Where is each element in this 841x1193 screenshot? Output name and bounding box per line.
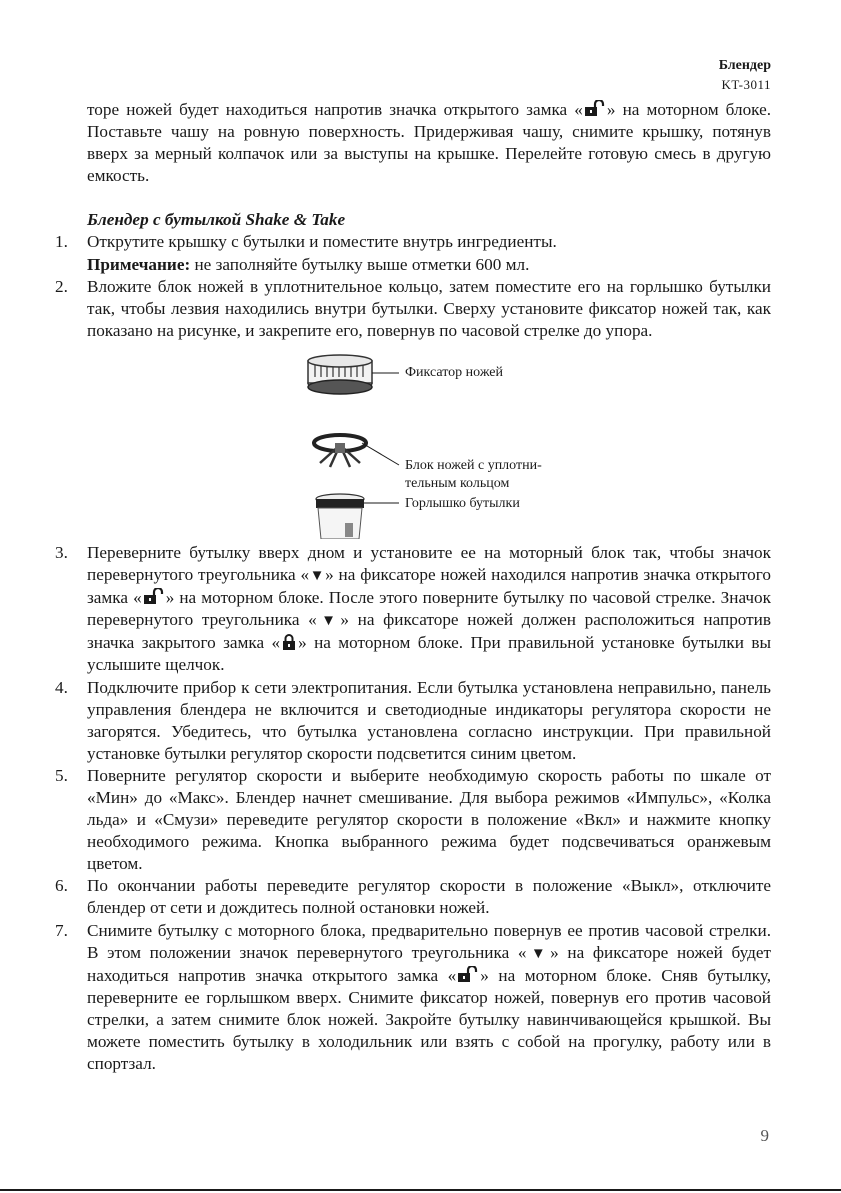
list-item <box>55 542 772 677</box>
note-label: Примечание: <box>87 254 191 274</box>
list-item <box>55 765 771 875</box>
list-item <box>55 276 771 342</box>
intro-text-part-1: торе ножей будет находиться напротив значка открытого замка « <box>87 100 583 119</box>
page-header <box>719 56 771 94</box>
note-text: не заполняйте бутылку выше отметки 600 мл. <box>190 254 530 274</box>
item-text-part: » на фиксаторе ножей будет находиться напротив значка открытого замка « <box>87 942 771 985</box>
item-number: 7. <box>55 920 68 940</box>
triangle-down-icon: ▼ <box>526 945 551 962</box>
item-number: 2. <box>55 276 68 296</box>
page-number: 9 <box>760 1126 769 1145</box>
section-heading: Блендер с бутылкой Shake & Take <box>87 210 346 230</box>
item-number: 4. <box>55 677 68 697</box>
open-lock-icon <box>143 588 165 605</box>
page-content <box>55 99 772 1075</box>
item-note <box>87 254 771 276</box>
closed-lock-icon <box>282 634 296 650</box>
instruction-list-continued <box>55 542 772 1075</box>
triangle-down-icon: ▼ <box>316 613 341 630</box>
blade-unit-drawing <box>314 435 366 467</box>
item-text <box>87 920 771 1076</box>
bottom-rule <box>0 1189 841 1191</box>
list-item <box>55 920 772 1076</box>
item-text: Поверните регулятор скорости и выберите необходимую скорость работы по шкале от «Мин» до «Макс». Блендер начнет смешивание. Для выбора режимов «Импульс», «Колка льда» и «Смузи» переведите регулятор скорости в положение «Вкл» и нажмите кнопку необходимого режима. Кнопка выбранного режима будет подсвечиваться оранжевым цветом. <box>87 765 771 874</box>
open-lock-icon <box>584 100 606 117</box>
item-text: По окончании работы переведите регулятор скорости в положение «Выкл», отключите блендер от сети и дождитесь полной остановки ножей. <box>87 876 771 918</box>
item-text: Вложите блок ножей в уплотнительное кольцо, затем поместите его на горлышко бутылки так, чтобы лезвия находились внутри бутылки. Сверху установите фиксатор ножей так, как показано на рисунке, и закрепите его, повернув по часовой стрелке до упора. <box>87 276 771 340</box>
item-text-part: » на фиксаторе ножей находился напротив значка открытого замка « <box>87 565 771 608</box>
item-number: 3. <box>55 542 68 562</box>
list-item <box>55 875 771 919</box>
item-text-part: Переверните бутылку вверх дном и установите ее на моторный блок так, чтобы значок перевернутого треугольника « <box>87 542 771 585</box>
item-text-part: » на моторном блоке. Сняв бутылку, переверните ее горлышком вверх. Снимите фиксатор ножей, повернув его против часовой стрелки, а затем снимите блок ножей. Закройте бутылку навинчивающейся крышкой. Вы можете поместить бутылку в холодильник или взять с собой на прогулку, работу или в спортзал. <box>87 965 772 1074</box>
item-number: 1. <box>55 232 68 252</box>
product-model: KT-3011 <box>721 77 771 92</box>
intro-text-part-2: » на моторном блоке. Поставьте чашу на ровную поверхность. Придерживая чашу, снимите крышку, потянув вверх за мерный колпачок или за выступы на крышке. Перелейте готовую смесь в другую емкость. <box>87 100 772 186</box>
list-item <box>55 677 771 765</box>
bottle-neck-drawing <box>316 494 364 539</box>
fixator-label: Фиксатор ножей <box>405 364 504 380</box>
item-text <box>87 542 771 677</box>
item-text: Подключите прибор к сети электропитания. Если бутылка установлена неправильно, панель управления блендера не включится и светодиодные индикаторы регулятора скорости не загорятся. Убедитесь, что бутылка установлена согласно инструкции. При правильной установке бутылки регулятор скорости подсветится синим цветом. <box>87 677 771 763</box>
item-number: 6. <box>55 876 68 896</box>
item-text: Открутите крышку с бутылки и поместите внутрь ингредиенты. <box>87 232 557 252</box>
open-lock-icon <box>457 966 479 983</box>
assembly-figure <box>87 347 771 539</box>
blade-unit-label-line-2: тельным кольцом <box>405 475 510 491</box>
bottle-neck-label: Горлышко бутылки <box>405 495 520 511</box>
item-text-part: Снимите бутылку с моторного блока, предварительно повернув ее против часовой стрелки. В этом положении значок перевернутого треугольника « <box>87 920 771 962</box>
item-text-part: » на фиксаторе ножей должен расположиться напротив значка закрытого замка « <box>87 610 771 653</box>
item-number: 5. <box>55 765 68 785</box>
item-text-part: » на моторном блоке. При правильной установке бутылки вы услышите щелчок. <box>87 633 771 675</box>
list-item <box>55 231 771 275</box>
blade-unit-label-line-1: Блок ножей с уплотни- <box>405 457 542 473</box>
product-title: Блендер <box>718 58 771 73</box>
item-text-part: » на моторном блоке. После этого поверните бутылку по часовой стрелке. Значок перевернутого треугольника « <box>87 588 772 630</box>
instruction-list <box>55 231 771 341</box>
intro-paragraph <box>87 99 771 187</box>
triangle-down-icon: ▼ <box>309 568 326 585</box>
